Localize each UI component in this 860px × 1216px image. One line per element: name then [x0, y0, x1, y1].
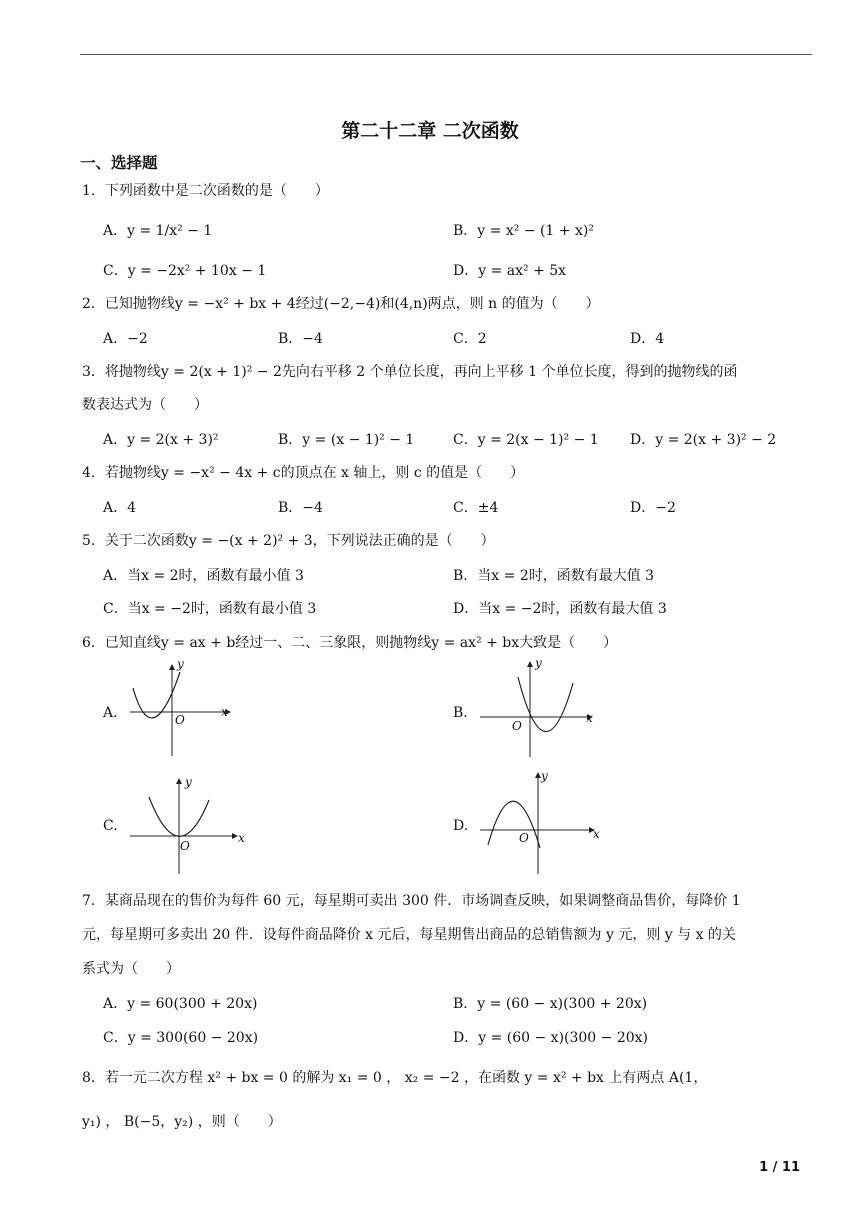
page-title: 第二十二章 二次函数: [341, 120, 519, 142]
graph-a-origin-label: O: [175, 713, 185, 727]
graph-a-x-label: x: [221, 705, 228, 719]
question-7-option-d: D．y = (60 − x)(300 − 20x): [453, 1030, 649, 1046]
question-8-stem-line2: y₁) ， B(−5，y₂) ，则（ ）: [82, 1114, 282, 1130]
question-3-stem-line2: 数表达式为（ ）: [82, 397, 208, 413]
question-1-option-c: C．y = −2x² + 10x − 1: [103, 263, 267, 279]
graph-option-a: [125, 660, 235, 760]
graph-a-y-label: y: [177, 660, 184, 671]
question-3-option-a: A．y = 2(x + 3)²: [103, 432, 219, 448]
question-1-option-b: B．y = x² − (1 + x)²: [453, 223, 594, 239]
graph-c-x-label: x: [238, 831, 245, 845]
page-number: 1 / 11: [759, 1160, 800, 1175]
question-2-option-b: B．−4: [278, 331, 323, 347]
question-7-stem-line2: 元，每星期可多卖出 20 件．设每件商品降价 x 元后，每星期售出商品的总销售额为 y 元，则 y 与 x 的关: [82, 927, 736, 943]
question-3-option-b: B．y = (x − 1)² − 1: [278, 432, 415, 448]
question-6-option-c: C.: [103, 818, 118, 834]
graph-b-x-label: x: [586, 711, 593, 725]
question-4-stem: 4．若抛物线y = −x² − 4x + c的顶点在 x 轴上，则 c 的值是（ ）: [82, 465, 525, 481]
question-1-option-d: D．y = ax² + 5x: [453, 263, 567, 279]
question-6-option-a: A.: [103, 705, 118, 721]
header-rule: [80, 54, 812, 55]
graph-d-x-label: x: [593, 827, 600, 841]
question-6-stem: 6．已知直线y = ax + b经过一、二、三象限，则抛物线y = ax² + bx大致是（ ）: [82, 635, 618, 651]
section-heading: 一、选择题: [80, 154, 158, 172]
question-8-stem-line1: 8．若一元二次方程 x² + bx = 0 的解为 x₁ = 0 ， x₂ = −2 ，在函数 y = x² + bx 上有两点 A(1，: [82, 1070, 708, 1086]
question-4-option-b: B．−4: [278, 500, 323, 516]
question-4-option-c: C．±4: [453, 500, 499, 516]
question-6-option-d: D.: [453, 818, 469, 834]
question-2-option-d: D．4: [630, 331, 665, 347]
question-3-option-d: D．y = 2(x + 3)² − 2: [630, 432, 777, 448]
question-2-stem: 2．已知抛物线y = −x² + bx + 4经过(−2,−4)和(4,n)两点，则 n 的值为（ ）: [82, 296, 600, 312]
question-7-option-b: B．y = (60 − x)(300 + 20x): [453, 996, 648, 1012]
graph-b-y-label: y: [535, 656, 542, 670]
question-7-option-c: C．y = 300(60 − 20x): [103, 1030, 259, 1046]
question-4-option-d: D．−2: [630, 500, 676, 516]
question-1-stem: 1．下列函数中是二次函数的是（ ）: [82, 183, 329, 199]
question-5-option-b: B．当x = 2时，函数有最大值 3: [453, 568, 655, 584]
graph-option-c: [125, 770, 250, 878]
question-7-stem-line3: 系式为（ ）: [82, 961, 180, 977]
question-2-option-c: C．2: [453, 331, 487, 347]
graph-c-y-label: y: [185, 775, 192, 789]
question-5-option-c: C．当x = −2时，函数有最小值 3: [103, 601, 317, 617]
question-2-option-a: A．−2: [103, 331, 148, 347]
question-7-stem-line1: 7．某商品现在的售价为每件 60 元，每星期可卖出 300 件．市场调查反映，如果调整商品售价，每降价 1: [82, 893, 741, 909]
graph-option-d: [475, 768, 605, 880]
question-1-option-a: A．y = 1/x² − 1: [103, 223, 213, 239]
question-6-option-b: B.: [453, 705, 468, 721]
graph-c-origin-label: O: [180, 839, 190, 853]
question-5-stem: 5．关于二次函数y = −(x + 2)² + 3，下列说法正确的是（ ）: [82, 533, 495, 549]
graph-d-y-label: y: [541, 769, 548, 783]
graph-b-origin-label: O: [512, 719, 522, 733]
question-5-option-d: D．当x = −2时，函数有最大值 3: [453, 601, 667, 617]
question-4-option-a: A．4: [103, 500, 137, 516]
question-3-option-c: C．y = 2(x − 1)² − 1: [453, 432, 599, 448]
question-5-option-a: A．当x = 2时，函数有最小值 3: [103, 568, 304, 584]
graph-option-b: [475, 655, 605, 760]
graph-d-origin-label: O: [519, 831, 529, 845]
question-3-stem-line1: 3．将抛物线y = 2(x + 1)² − 2先向右平移 2 个单位长度，再向上平移 1 个单位长度，得到的抛物线的函: [82, 364, 738, 380]
question-7-option-a: A．y = 60(300 + 20x): [103, 996, 258, 1012]
